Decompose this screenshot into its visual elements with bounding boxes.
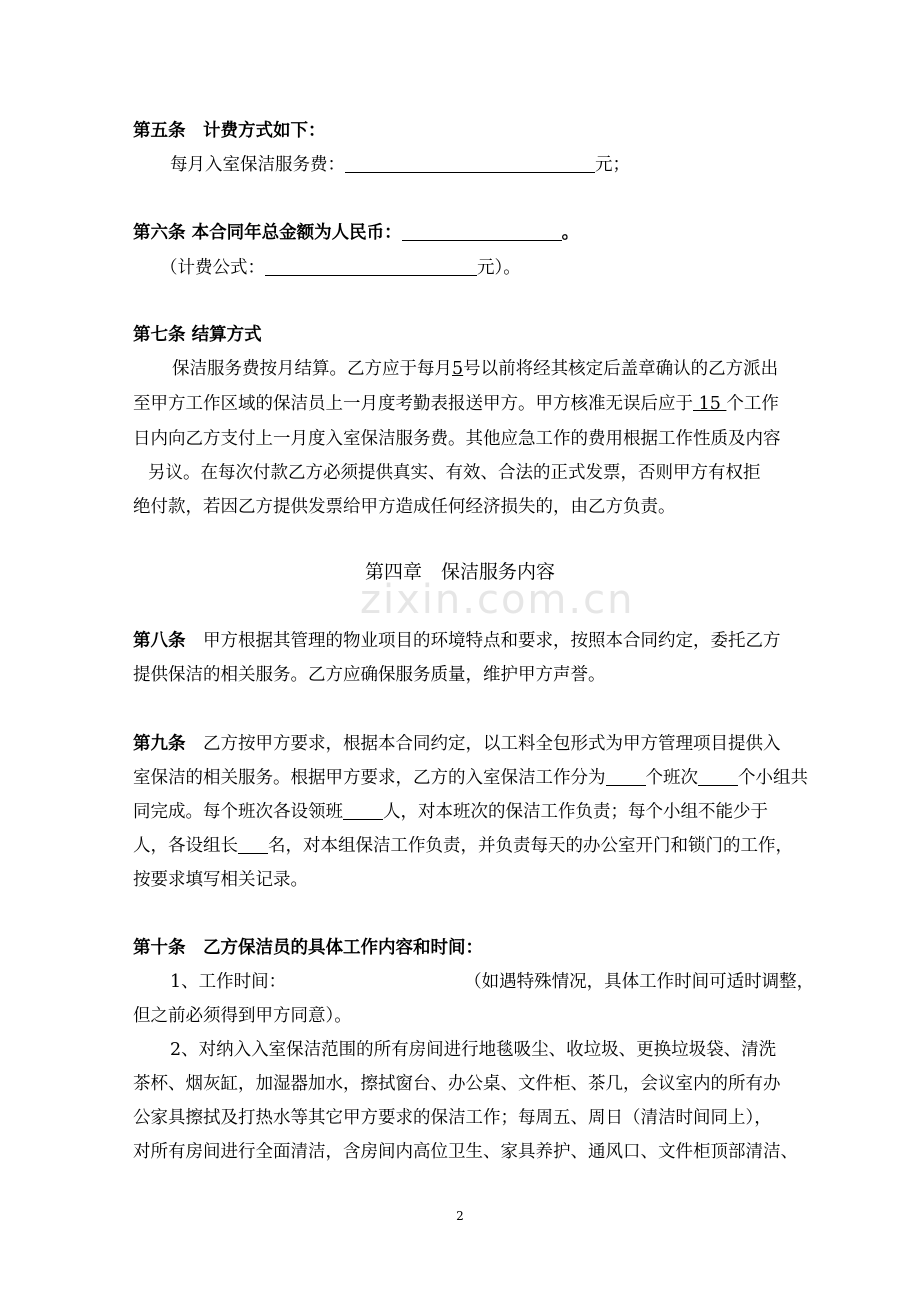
article-10-item-1 xyxy=(170,967,870,997)
text-fragment: 1、工作时间： xyxy=(170,972,287,992)
article-8-line-1 xyxy=(133,626,833,656)
article-9-line-1 xyxy=(133,729,833,759)
text-fragment: 保洁服务费按月结算。乙方应于每月 xyxy=(172,359,452,379)
article-9-line-5: 按要求填写相关记录。 xyxy=(133,870,308,890)
article-9-line-2 xyxy=(133,763,833,793)
article-10-item-2-line-1: 2、对纳入入室保洁范围的所有房间进行地毯吸尘、收垃圾、更换垃圾袋、清洗 xyxy=(170,1040,777,1060)
article-10-item-2-line-3: 公家具擦拭及打热水等其它甲方要求的保洁工作；每周五、周日（清洁时间同上）， xyxy=(133,1108,772,1128)
article-5-fee-line xyxy=(170,150,870,180)
article-8-heading: 第八条 xyxy=(133,631,186,651)
article-10-item-2-line-4: 对所有房间进行全面清洁，含房间内高位卫生、家具养护、通风口、文件柜顶部清洁、 xyxy=(133,1142,798,1162)
formula-label: （计费公式： xyxy=(160,258,265,278)
article-7-line-4: 另议。在每次付款乙方必须提供真实、有效、合法的正式发票，否则甲方有权拒 xyxy=(148,463,761,483)
text-fragment: 个小组共 xyxy=(738,768,808,788)
article-9-line-4 xyxy=(133,831,833,861)
article-9-line-3 xyxy=(133,797,833,827)
text-fragment: （如遇特殊情况，具体工作时间可适时调整， xyxy=(464,972,815,992)
text-fragment: 至甲方工作区域的保洁员上一月度考勤表报送甲方。甲方核准无误后应于 xyxy=(133,394,693,414)
article-10-item-1-cont: 但之前必须得到甲方同意）。 xyxy=(133,1006,352,1026)
text-fragment: 名，对本组保洁工作负责，并负责每天的办公室开门和锁门的工作， xyxy=(268,836,793,856)
text-fragment: 人，对本班次的保洁工作负责；每个小组不能少于 xyxy=(383,802,768,822)
article-9-heading: 第九条 xyxy=(133,734,186,754)
text-fragment: 个工作 xyxy=(726,394,779,414)
shift-count-blank xyxy=(606,763,646,786)
article-10-heading: 第十条 乙方保洁员的具体工作内容和时间： xyxy=(133,938,483,958)
article-7-line-2 xyxy=(133,389,833,419)
group-leader-blank xyxy=(238,831,268,854)
text-fragment: 同完成。每个班次各设领班 xyxy=(133,802,343,822)
text-fragment: 人，各设组长 xyxy=(133,836,238,856)
article-8-line-2: 提供保洁的相关服务。乙方应确保服务质量，维护甲方声誉。 xyxy=(133,665,606,685)
text-fragment: 甲方根据其管理的物业项目的环境特点和要求，按照本合同约定，委托乙方 xyxy=(185,631,781,651)
chapter-title: 第四章 保洁服务内容 xyxy=(364,561,555,583)
article-10-item-2-line-2: 茶杯、烟灰缸，加湿器加水，擦拭窗台、办公桌、文件柜、茶几，会议室内的所有办 xyxy=(133,1074,781,1094)
payment-days: 15 xyxy=(693,394,727,414)
article-5-heading: 第五条 计费方式如下： xyxy=(133,121,326,141)
article-7-line-1 xyxy=(172,354,872,384)
article-6-heading: 第六条 本合同年总金额为人民币： xyxy=(133,223,402,243)
article-6-heading-line xyxy=(133,218,833,248)
article-6-heading-end: 。 xyxy=(561,223,580,243)
page-number: 2 xyxy=(456,1209,464,1223)
fee-unit: 元； xyxy=(595,155,630,175)
settlement-day: 5 xyxy=(452,359,464,379)
article-6-formula-line xyxy=(160,253,860,283)
text-fragment: 号以前将经其核定后盖章确认的乙方派出 xyxy=(463,359,779,379)
text-fragment: 室保洁的相关服务。根据甲方要求，乙方的入室保洁工作分为 xyxy=(133,768,606,788)
group-count-blank xyxy=(698,763,738,786)
leader-count-blank xyxy=(343,797,383,820)
formula-blank xyxy=(265,253,477,276)
text-fragment: 个班次 xyxy=(645,768,698,788)
text-fragment: 乙方按甲方要求，根据本合同约定，以工料全包形式为甲方管理项目提供入 xyxy=(185,734,781,754)
article-7-line-5: 绝付款，若因乙方提供发票给甲方造成任何经济损失的，由乙方负责。 xyxy=(133,497,676,517)
total-amount-blank xyxy=(402,218,562,241)
watermark: zixin.com.cn xyxy=(360,577,635,623)
article-7-heading: 第七条 结算方式 xyxy=(133,325,262,345)
formula-unit: 元）。 xyxy=(477,258,521,278)
fee-label: 每月入室保洁服务费： xyxy=(170,155,345,175)
fee-blank xyxy=(345,150,595,173)
article-7-line-3: 日内向乙方支付上一月度入室保洁服务费。其他应急工作的费用根据工作性质及内容 xyxy=(133,429,781,449)
